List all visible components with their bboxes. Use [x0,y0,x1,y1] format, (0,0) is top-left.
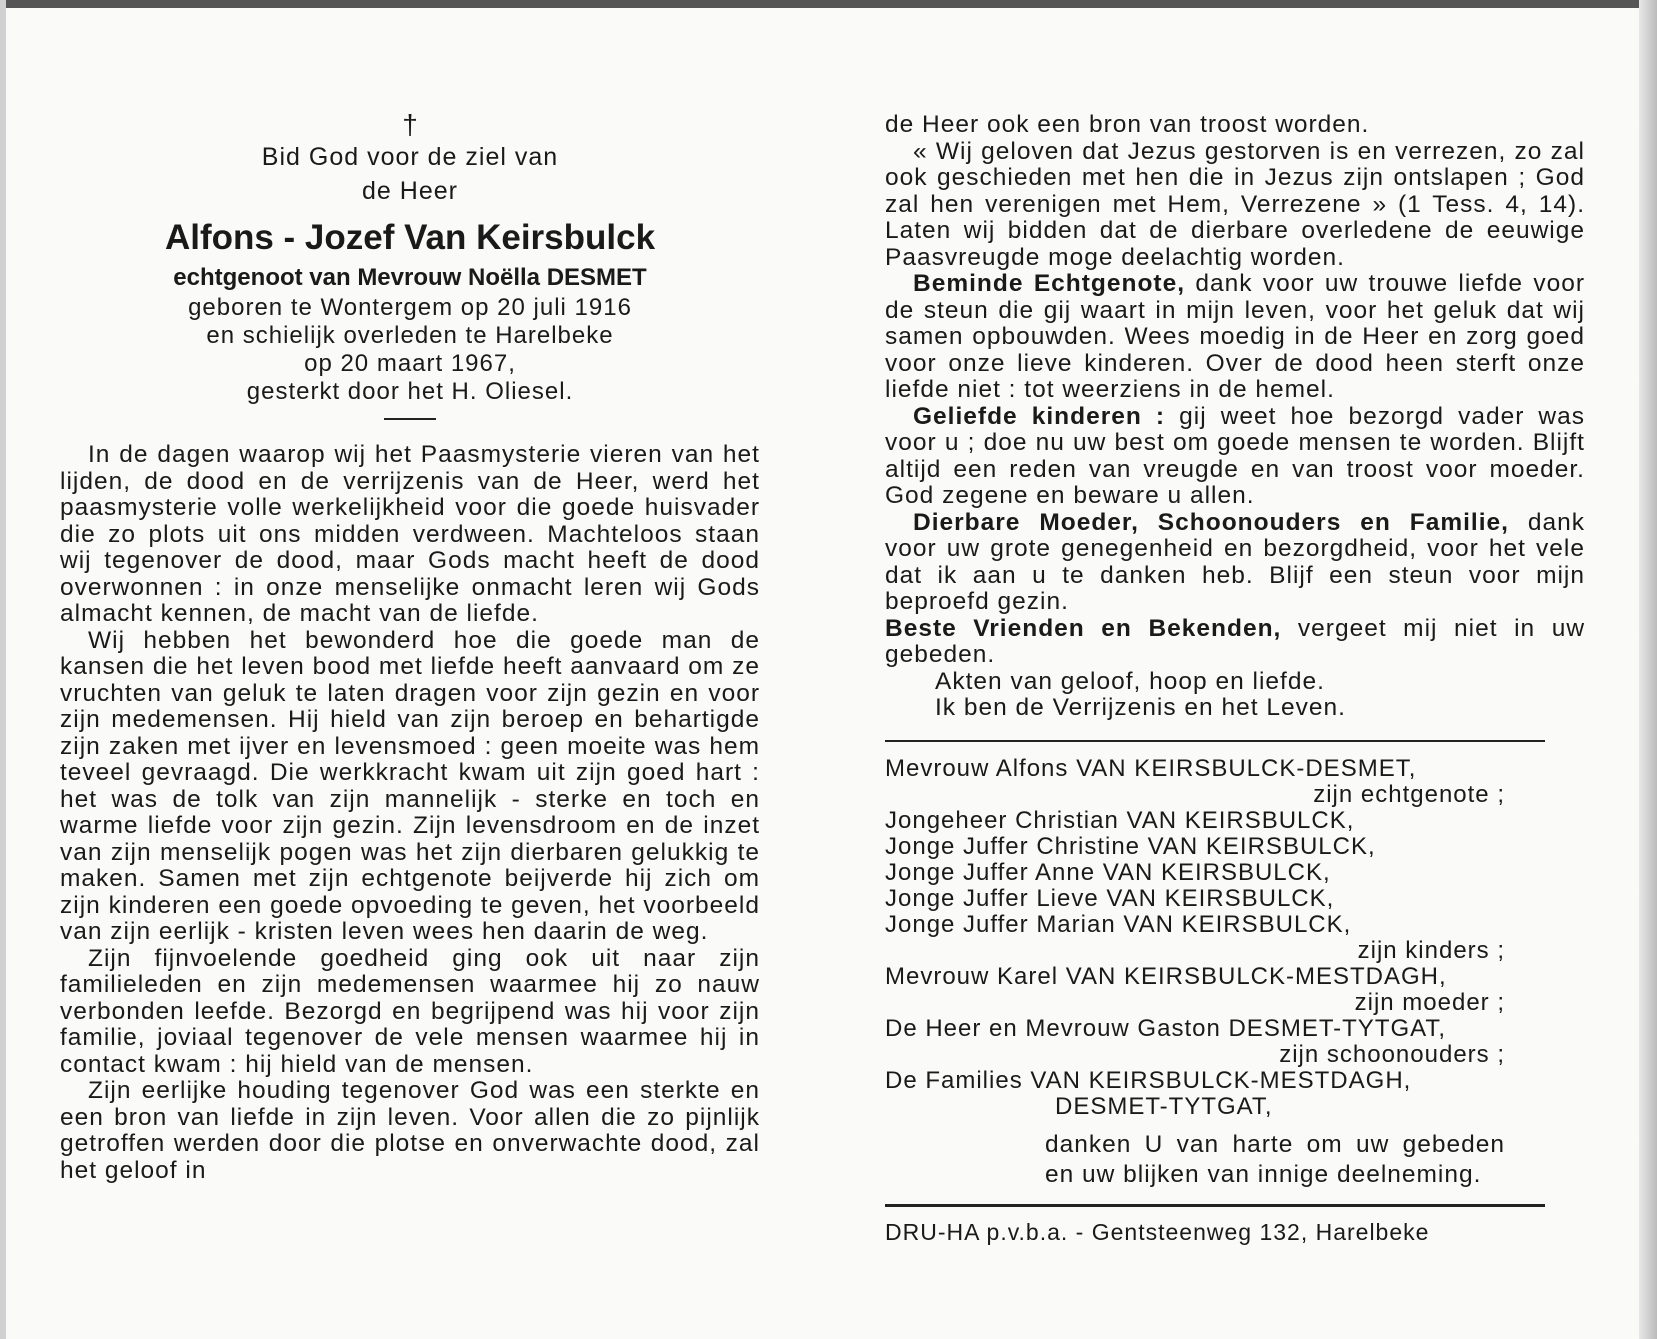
friends-text: vergeet mij niet in uw gebeden. [885,614,1586,668]
children-paragraph [885,404,1585,510]
divider [384,418,436,420]
relation-label: zijn echtgenote ; [1313,780,1505,808]
friends-paragraph [885,616,1585,669]
family-entry: Jonge Juffer Anne VAN KEIRSBULCK, [885,858,1331,886]
printer-credit: DRU-HA p.v.b.a. - Gentsteenweg 132, Harelbeke [885,1218,1430,1245]
paragraph-3: Zijn fijnvoelende goedheid ging ook uit naar zijn familieleden en zijn medemensen waarmee hij zo nauw verbonden leefde. Bezorgd en begrijpend was hij voor zijn familie, joviaal tegenover de vele mensen waarmee hij in contact kwam : hij hield van de mensen. [60,944,760,1078]
spouse-paragraph [885,271,1585,404]
family-entry: Mevrouw Alfons VAN KEIRSBULCK-DESMET, [885,754,1417,782]
birth-line: geboren te Wontergem op 20 juli 1916 [188,294,632,321]
header-block [60,110,760,420]
spouse-line: echtgenoot van Mevrouw Noëlla DESMET [173,264,647,291]
deceased-name: Alfons - Jozef Van Keirsbulck [164,218,656,257]
printer-divider [885,1204,1545,1207]
relation-label: zijn schoonouders ; [1279,1040,1505,1068]
scripture-paragraph: « Wij geloven dat Jezus gestorven is en verrezen, zo zal ook geschieden met hen die in Jezus zijn ontslapen ; God zal hen verenigen met Hem, Verrezene » (1 Tess. 4, 14). Laten wij bidden dat de dierbare overledene de eeuwige Paasvreugde moge deelachtig worden. [885,137,1585,271]
death-line-2: op 20 maart 1967, [304,350,516,377]
title-line: de Heer [362,177,458,205]
paragraph-continued: de Heer ook een bron van troost worden. [885,111,1370,138]
family-entry: De Families VAN KEIRSBULCK-MESTDAGH, [885,1066,1412,1094]
acts-line: Akten van geloof, hoop en liefde. [935,667,1325,695]
family-entry: Jonge Juffer Marian VAN KEIRSBULCK, [885,910,1352,938]
family-divider [885,740,1545,742]
thanks-text: danken U van harte om uw gebeden en uw blijken van innige deelneming. [1045,1130,1505,1188]
death-line-1: en schielijk overleden te Harelbeke [206,322,614,349]
family-text: dank voor uw grote genegenheid en bezorgdheid, voor het vele dat ik aan u te danken heb. Blijf een steun voor mijn beproefd gezin. [885,508,1585,615]
paragraph-2: Wij hebben het bewonderd hoe die goede man de kansen die het leven bood met liefde heeft aanvaard om ze vruchten van geluk te laten dragen voor zijn gezin en voor zijn medemensen. Hij hield van zijn beroep en behartigde zijn zaken met ijver en levensmoed : geen moeite was hem teveel gevraagd. Die werkkracht kwam uit zijn goed hart : het was de tolk van zijn mannelijk - sterke en toch en warme liefde voor zijn gezin. Zijn levensdroom en de inzet van zijn menselijk pogen was het zijn dierbaren gelukkig te maken. Samen met zijn echtgenote beijverde hij zich om zijn kinderen een goede opvoeding te geven, het voorbeeld van zijn eerlijk - kristen leven wees hen daarin de weg. [60,626,760,945]
paragraph-4: Zijn eerlijke houding tegenover God was een sterkte en een bron van liefde in zijn leven. Voor allen die zo pijnlijk getroffen werden door die plotse en onverwachte dood, zal het geloof in [60,1077,760,1184]
left-column [60,110,760,1184]
children-heading: Geliefde kinderen : [913,402,1166,430]
relation-label: zijn moeder ; [1354,988,1505,1016]
family-list [885,756,1585,1120]
children-text: gij weet hoe bezorgd vader was voor u ; doe nu uw best om goede mensen te worden. Blijft altijd een reden van vreugde en van troost voor moeder. God zegene en beware u allen. [885,402,1585,509]
paragraph-1: In de dagen waarop wij het Paasmysterie vieren van het lijden, de dood en de verrijzenis van de Heer, werd het paasmysterie volle werkelijkheid voor die goede huisvader die zo plots uit ons midden verdween. Machteloos staan wij tegenover de dood, maar Gods macht heeft de dood overwonnen : in onze menselijke onmacht leren wij Gods almacht kennen, de macht van de liefde. [60,441,760,627]
family-paragraph [885,510,1585,616]
family-entry: Jonge Juffer Lieve VAN KEIRSBULCK, [885,884,1335,912]
family-entry: Jonge Juffer Christine VAN KEIRSBULCK, [885,832,1376,860]
relation-label: zijn kinders ; [1357,936,1505,964]
scan-right-edge [1639,0,1657,1339]
prayer-line: Bid God voor de ziel van [261,143,559,171]
cross-symbol: † [402,109,418,140]
spouse-heading: Beminde Echtgenote, [913,270,1186,297]
friends-heading: Beste Vrienden en Bekenden, [885,614,1282,642]
family-entry: De Heer en Mevrouw Gaston DESMET-TYTGAT, [885,1014,1447,1042]
family-entry: Jongeheer Christian VAN KEIRSBULCK, [885,806,1355,834]
sacrament-line: gesterkt door het H. Oliesel. [246,378,574,405]
spouse-text: dank voor uw trouwe liefde voor de steun die gij waart in mijn leven, voor het geluk dat wij samen opbouwden. Wees moedig in de Heer en zorg goed voor onze lieve kinderen. Over de dood heen sterft onze liefde niet : tot weerziens in de hemel. [885,270,1585,403]
scan-left-edge [0,0,6,1339]
family-entry: Mevrouw Karel VAN KEIRSBULCK-MESTDAGH, [885,962,1447,990]
family-heading: Dierbare Moeder, Schoonouders en Familie, [913,508,1509,536]
family-entry: DESMET-TYTGAT, [1055,1092,1273,1120]
right-column [885,112,1585,1246]
scan-top-edge [0,0,1657,8]
resurrection-line: Ik ben de Verrijzenis en het Leven. [935,694,1346,721]
